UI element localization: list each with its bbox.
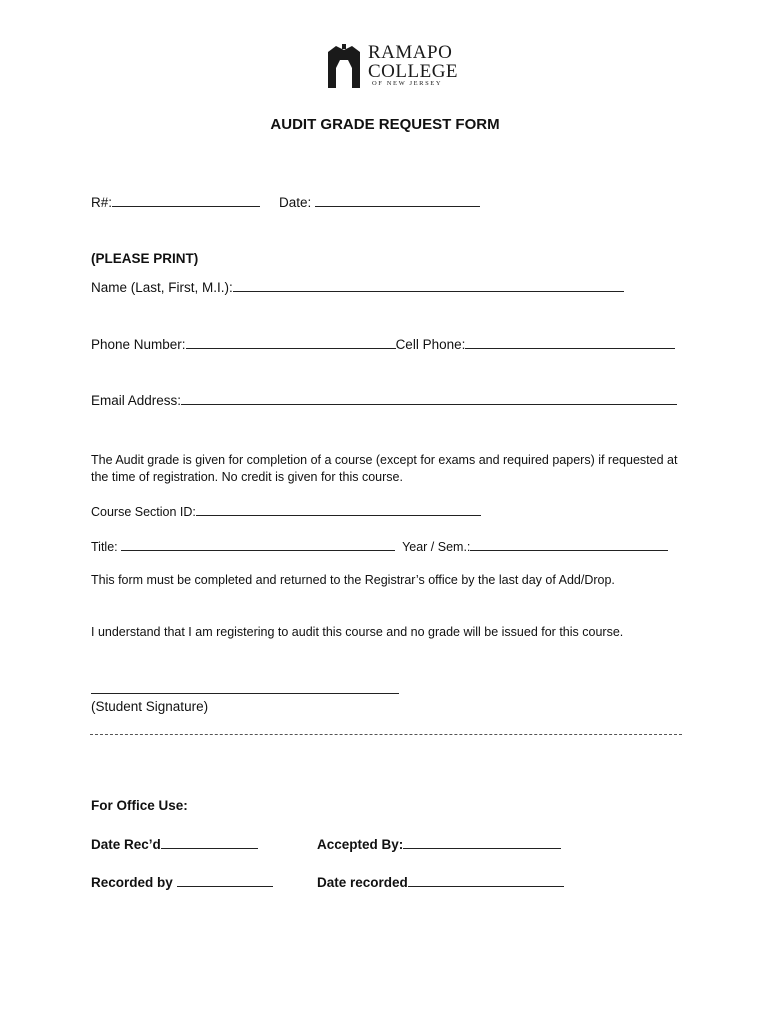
course-title-label: Title: <box>91 540 118 554</box>
r-number-label: R#: <box>91 195 113 210</box>
email-field[interactable] <box>91 392 677 408</box>
date-recorded-line[interactable] <box>408 874 564 887</box>
date-field[interactable] <box>279 194 480 210</box>
accepted-by-label: Accepted By: <box>317 837 404 852</box>
date-recd-field[interactable] <box>91 836 258 852</box>
deadline-text: This form must be completed and returned to the Registrar’s office by the last day of Add/Drop. <box>91 573 615 587</box>
cell-label: Cell Phone: <box>395 337 466 352</box>
recorded-by-field[interactable] <box>91 874 273 890</box>
policy-text: The Audit grade is given for completion of a course (except for exams and required papers) if requested at the time of registration. No credit is given for this course. <box>91 453 678 484</box>
recorded-by-label: Recorded by <box>91 875 173 890</box>
accepted-by-field[interactable] <box>317 836 561 852</box>
logo-text-new-jersey: OF NEW JERSEY <box>372 80 443 87</box>
arch-gate-icon <box>324 44 364 88</box>
date-label: Date: <box>279 195 312 210</box>
date-line[interactable] <box>315 194 480 207</box>
please-print-note: (PLEASE PRINT) <box>91 251 199 266</box>
year-sem-label: Year / Sem.: <box>402 540 471 554</box>
name-field[interactable] <box>91 279 624 295</box>
form-title: AUDIT GRADE REQUEST FORM <box>270 116 500 133</box>
email-label: Email Address: <box>91 393 182 408</box>
recorded-by-line[interactable] <box>177 874 273 887</box>
course-section-line[interactable] <box>196 503 481 516</box>
phone-label: Phone Number: <box>91 337 186 352</box>
logo-text-college: COLLEGE <box>368 61 459 82</box>
email-line[interactable] <box>181 392 677 405</box>
college-logo <box>324 42 459 90</box>
date-recd-label: Date Rec’d <box>91 837 161 852</box>
accepted-by-line[interactable] <box>403 836 561 849</box>
course-section-field[interactable] <box>91 503 481 519</box>
phone-field[interactable] <box>91 336 675 352</box>
signature-line[interactable] <box>91 693 399 694</box>
course-section-label: Course Section ID: <box>91 505 196 519</box>
name-line[interactable] <box>233 279 624 292</box>
office-use-heading: For Office Use: <box>91 798 188 813</box>
cell-line[interactable] <box>465 336 675 349</box>
phone-line[interactable] <box>186 336 396 349</box>
date-recorded-field[interactable] <box>317 874 564 890</box>
date-recorded-label: Date recorded <box>317 875 408 890</box>
year-sem-line[interactable] <box>470 538 668 551</box>
signature-label: (Student Signature) <box>91 699 209 714</box>
date-recd-line[interactable] <box>161 836 258 849</box>
course-title-line[interactable] <box>121 538 395 551</box>
r-number-line[interactable] <box>112 194 260 207</box>
understand-text: I understand that I am registering to audit this course and no grade will be issued for this course. <box>91 625 624 639</box>
dashed-divider <box>90 734 682 735</box>
r-number-field[interactable] <box>91 194 260 210</box>
name-label: Name (Last, First, M.I.): <box>91 280 233 295</box>
logo-text-ramapo: RAMAPO <box>368 42 453 63</box>
course-title-field[interactable] <box>91 538 668 554</box>
